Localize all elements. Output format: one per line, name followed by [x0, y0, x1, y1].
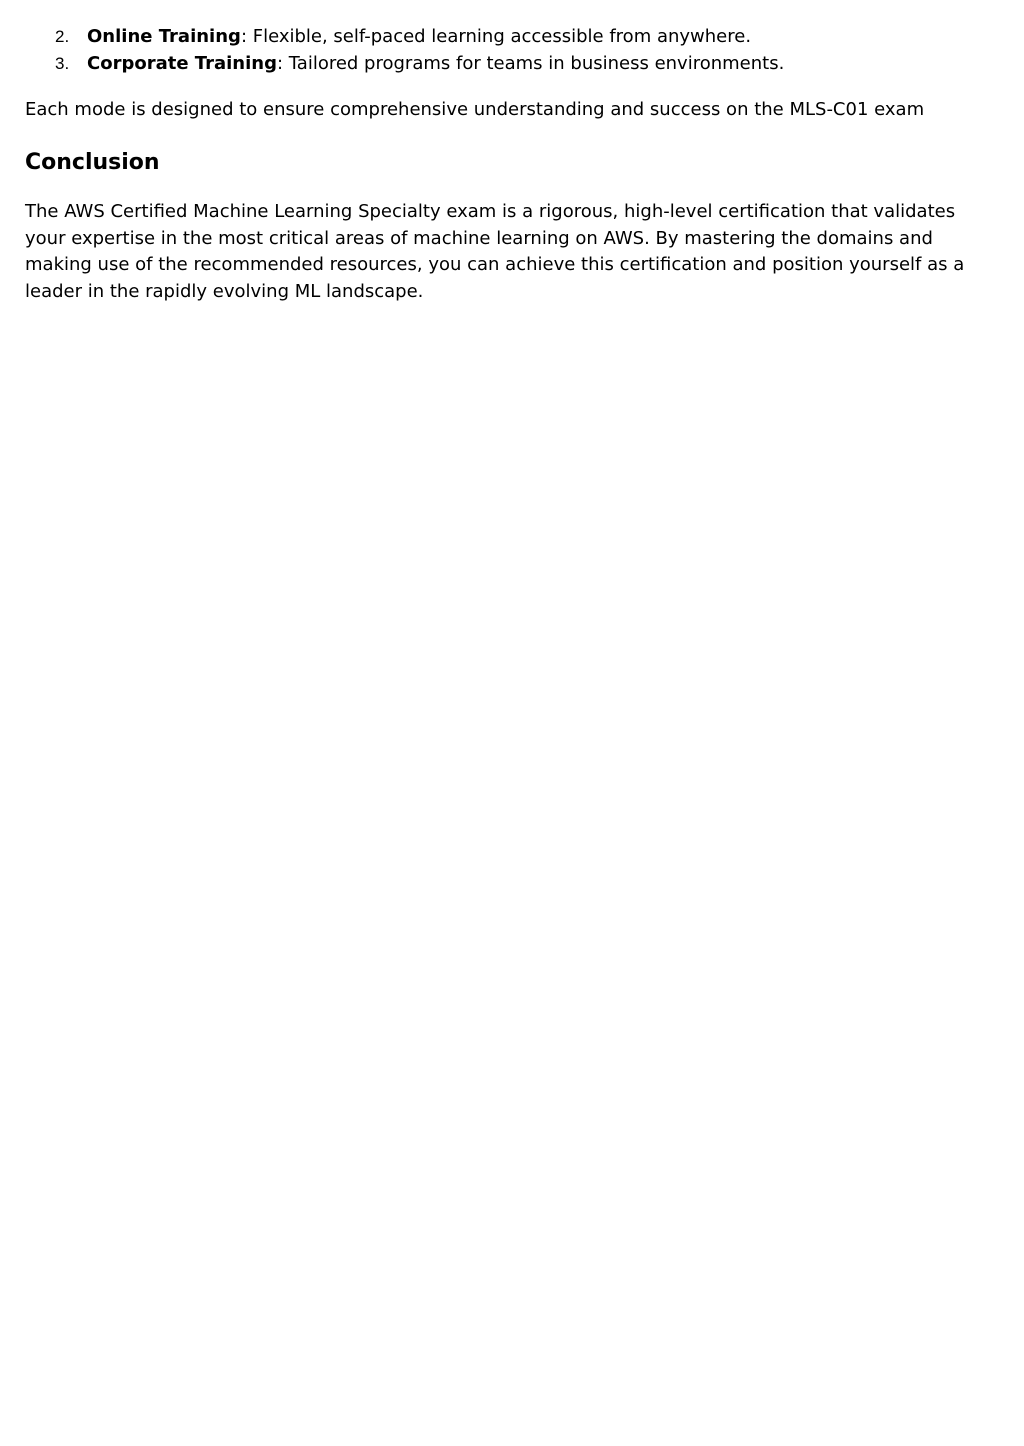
- conclusion-paragraph: The AWS Certified Machine Learning Specialty exam is a rigorous, high-level certification that validates your expertise in the most critical areas of machine learning on AWS. By mastering the domains and making use of the recommended resources, you can achieve this certification and position yourself as a leader in the rapidly evolving ML landscape.: [25, 201, 965, 302]
- list-item-title: Online Training: [87, 26, 241, 47]
- list-item-description: : Flexible, self-paced learning accessible from anywhere.: [240, 26, 752, 47]
- list-item-title: Corporate Training: [87, 52, 277, 74]
- list-item-description: : Tailored programs for teams in business environments.: [276, 52, 785, 74]
- list-item-number: 3.: [55, 53, 70, 73]
- conclusion-heading: Conclusion: [25, 150, 160, 175]
- list-item-text: [87, 24, 751, 51]
- list-item-text: [87, 51, 784, 78]
- list-item-number: 2.: [55, 27, 70, 46]
- summary-paragraph: Each mode is designed to ensure comprehensive understanding and success on the MLS-C01 exam: [25, 99, 925, 120]
